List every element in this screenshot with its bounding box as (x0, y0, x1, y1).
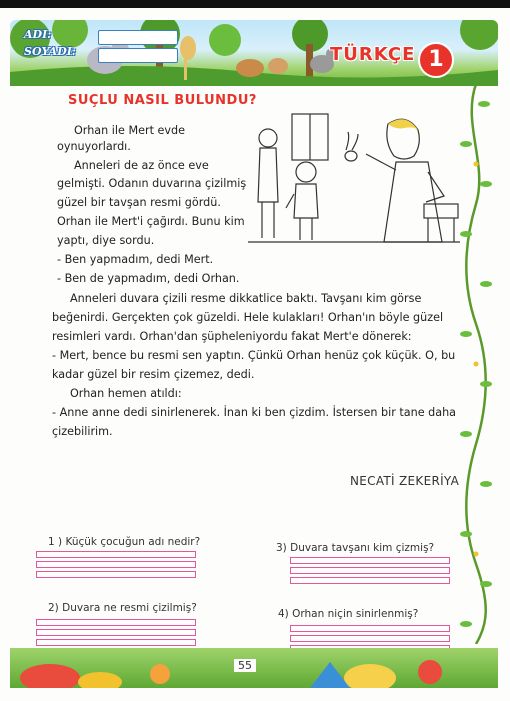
story-line: gelmişti. Odanın duvarına çizilmiş (57, 177, 247, 190)
story-line: resimleri vardı. Orhan'dan şüpheleniyordu fakat Mert'e dönerek: (52, 330, 412, 343)
page-number: 55 (234, 659, 256, 672)
question-1: 1 ) Küçük çocuğun adı nedir? (48, 536, 201, 548)
story-line: - Ben yapmadım, dedi Mert. (57, 253, 214, 266)
story-line: Orhan ile Mert evde (74, 124, 186, 137)
answer-lines-2[interactable] (36, 619, 196, 645)
question-4: 4) Orhan niçin sinirlenmiş? (278, 608, 419, 620)
vine-border-decoration (458, 84, 498, 644)
surname-field[interactable] (98, 48, 178, 63)
grade-badge: 1 (418, 42, 454, 78)
answer-lines-1[interactable] (36, 551, 196, 577)
story-line: beğenirdi. Gerçekten çok güzeldi. Hele kulakları! Orhan'ın böyle güzel (52, 311, 444, 324)
story-line: Anneleri de az önce eve (74, 159, 209, 172)
story-line: çizebilirim. (52, 425, 113, 438)
story-title: SUÇLU NASIL BULUNDU? (68, 93, 257, 108)
scan-top-edge (0, 0, 510, 8)
surname-label: SOYADI: (24, 45, 76, 58)
story-line: güzel bir tavşan resmi gördü. (57, 196, 221, 209)
story-line: - Anne anne dedi sinirlenerek. İnan ki ben çizdim. İstersen bir tane daha (52, 406, 457, 419)
question-2: 2) Duvara ne resmi çizilmiş? (48, 602, 197, 614)
question-3: 3) Duvara tavşanı kim çizmiş? (276, 542, 435, 554)
answer-lines-3[interactable] (290, 557, 450, 583)
story-line: yaptı, diye sordu. (57, 234, 155, 247)
story-line: Orhan ile Mert'i çağırdı. Bunu kim (57, 215, 245, 228)
story-line: - Mert, bence bu resmi sen yaptın. Çünkü Orhan henüz çok küçük. O, bu (52, 349, 456, 362)
story-line: kadar güzel bir resim çizemez, dedi. (52, 368, 255, 381)
name-field[interactable] (98, 30, 178, 45)
story-line: oynuyorlardı. (57, 140, 131, 153)
story-line: - Ben de yapmadım, dedi Orhan. (57, 272, 240, 285)
story-author: NECATİ ZEKERİYA (350, 474, 460, 488)
story-line: Anneleri duvara çizili resme dikkatlice baktı. Tavşanı kim görse (70, 292, 422, 305)
story-illustration (248, 110, 460, 246)
name-label: ADI: (24, 28, 52, 41)
subject-title: TÜRKÇE (330, 44, 416, 65)
story-line: Orhan hemen atıldı: (70, 387, 182, 400)
